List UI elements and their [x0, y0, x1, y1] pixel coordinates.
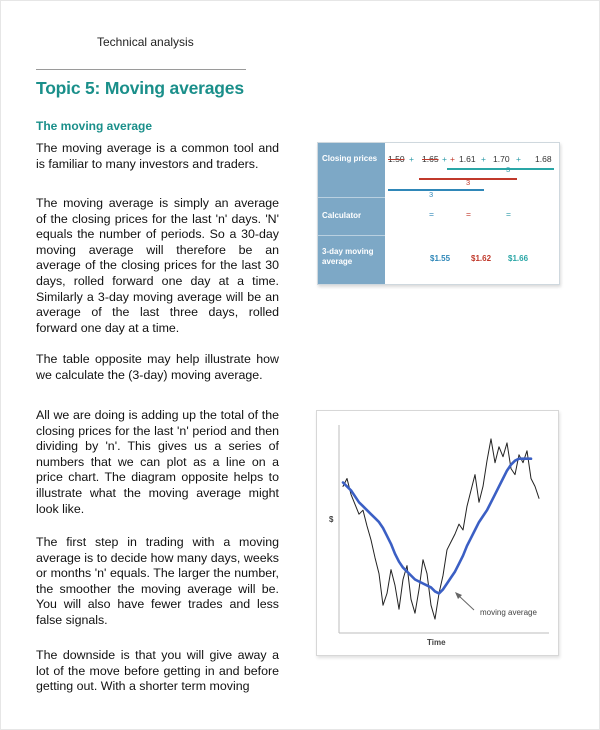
body-paragraph: The downside is that you will give away a lot of the move before getting in and before getting out. With a shorter term moving — [36, 648, 279, 694]
row-label-column — [318, 143, 385, 284]
body-paragraph: The moving average is simply an average of the closing prices for the last 'n' days. 'N' equals the number of periods. So a 30-day moving average will therefore be an average of the closing prices for the last 30 days, rolled forward one day at a time. Similarly a 3-day moving average will be an average of the last three days, rolled forward one day at a time. — [36, 196, 279, 335]
teal-group-bar — [447, 168, 554, 170]
equals-sign: = — [506, 209, 511, 219]
divisor-label: 3 — [506, 165, 511, 174]
three-day-ma-label-line2: average — [322, 257, 353, 266]
page-title: Topic 5: Moving averages — [36, 78, 244, 98]
price-value: 1.50 — [388, 154, 405, 164]
moving-average-calculator-figure — [317, 142, 560, 285]
y-axis-label: $ — [329, 515, 334, 524]
body-paragraph: The table opposite may help illustrate how we calculate the (3-day) moving average. — [36, 352, 279, 382]
price-value: 1.68 — [535, 154, 552, 164]
average-value: $1.62 — [471, 254, 492, 263]
header-divider — [36, 69, 246, 70]
moving-average-chart — [316, 410, 559, 656]
moving-average-annotation: moving average — [480, 608, 537, 617]
moving-average-series-line — [343, 459, 531, 594]
blue-group-bar — [388, 189, 484, 191]
price-value: 1.70 — [493, 154, 510, 164]
equals-sign: = — [429, 209, 434, 219]
divisor-label: 3 — [429, 190, 434, 199]
three-day-ma-label-line1: 3-day moving — [322, 247, 374, 256]
body-paragraph: The first step in trading with a moving average is to decide how many days, weeks or months 'n' equals. The larger the number, the smoother the moving average will be. You will also have fewer trades and less false signals. — [36, 535, 279, 627]
average-value: $1.66 — [508, 254, 529, 263]
equals-sign: = — [466, 209, 471, 219]
body-paragraph: All we are doing is adding up the total of the closing prices for the last 'n' period and then dividing by 'n'. This gives us a series of numbers that we can plot as a line on a price chart. The diagram opposite helps to illustrate what the moving average might look like. — [36, 408, 279, 516]
annotation-arrow-shaft — [458, 595, 474, 610]
plus-sign: + — [450, 154, 455, 164]
plus-sign: + — [409, 154, 414, 164]
price-value: 1.65 — [422, 154, 439, 164]
plus-sign: + — [442, 154, 447, 164]
x-axis-label: Time — [427, 638, 446, 647]
running-header: Technical analysis — [97, 35, 194, 49]
plus-sign: + — [481, 154, 486, 164]
section-heading: The moving average — [36, 119, 153, 133]
average-value: $1.55 — [430, 254, 451, 263]
closing-prices-label: Closing prices — [322, 154, 378, 163]
calculator-label: Calculator — [322, 211, 362, 220]
row-divider — [318, 197, 385, 198]
body-paragraph: The moving average is a common tool and is familiar to many investors and traders. — [36, 141, 279, 171]
row-divider — [318, 235, 385, 236]
price-value: 1.61 — [459, 154, 476, 164]
chart-svg — [317, 411, 558, 655]
plus-sign: + — [516, 154, 521, 164]
divisor-label: 3 — [466, 178, 471, 187]
